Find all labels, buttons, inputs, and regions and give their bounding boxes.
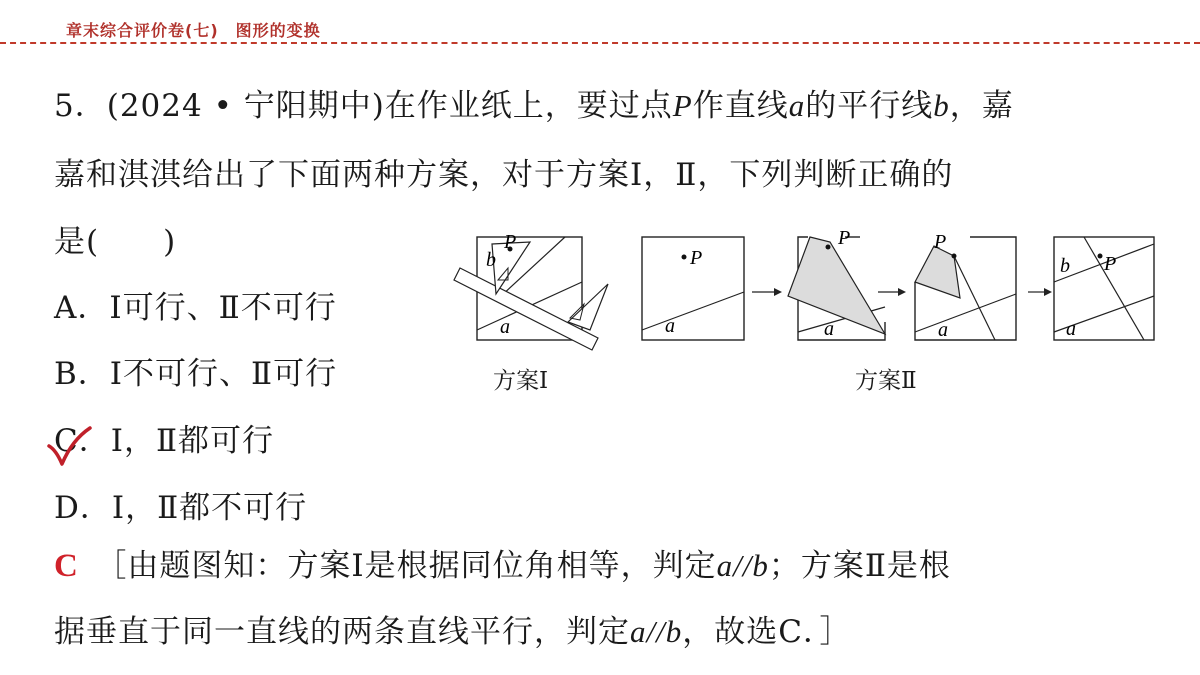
option-b: B．Ⅰ不可行、Ⅱ可行 [54, 356, 338, 392]
plan-1-label-a: a [500, 316, 510, 338]
plan-1-label-b: b [486, 249, 496, 271]
plan-2-step-3-label-a: a [938, 319, 948, 341]
question-line-3: 是( ) [54, 224, 177, 260]
option-d: D．Ⅰ，Ⅱ都不可行 [54, 490, 308, 526]
check-mark-icon [46, 424, 92, 468]
question-line-1: 5．(2024 • 宁阳期中)在作业纸上，要过点P作直线a的平行线b，嘉 [54, 88, 1014, 124]
plan-2-step-2-label-p: P [838, 227, 851, 249]
plan-2-step-4 [1054, 237, 1154, 340]
plan-2-step-3-label-p: P [934, 231, 947, 253]
answer-line-1: C ［由题图知：方案Ⅰ是根据同位角相等，判定a//b；方案Ⅱ是根 [54, 548, 951, 584]
plan-2-step-3 [915, 231, 1016, 341]
plan-2-step-4-label-a: a [1066, 318, 1076, 340]
figure-diagrams [440, 222, 1180, 362]
question-line-2: 嘉和淇淇给出了下面两种方案，对于方案Ⅰ，Ⅱ，下列判断正确的 [54, 157, 954, 193]
caption-plan-2: 方案Ⅱ [855, 368, 917, 394]
plan-1-label-p: P [504, 231, 517, 253]
folded-flap [788, 237, 885, 334]
point-p: P [672, 88, 693, 123]
line-b: b [933, 88, 950, 123]
arrow-icon [878, 288, 906, 296]
plan-2-step-4-label-p: P [1104, 253, 1117, 275]
page-header [0, 0, 1200, 44]
arrow-icon [752, 288, 782, 296]
header-title: 章末综合评价卷(七) 图形的变换 [66, 21, 321, 40]
plan-2-step-1 [642, 237, 744, 340]
arrow-icon [1028, 288, 1052, 296]
caption-plan-1: 方案Ⅰ [493, 368, 549, 394]
plan-2-step-2-label-a: a [824, 318, 834, 340]
answer-letter: C [54, 548, 79, 584]
line-a: a [788, 88, 806, 123]
plan-1-figure [454, 231, 608, 350]
figures-area [440, 222, 1180, 402]
answer-line-2: 据垂直于同一直线的两条直线平行，判定a//b，故选C．］ [54, 614, 852, 650]
plan-2-step-2 [788, 227, 885, 340]
plan-2-step-1-label-p: P [690, 247, 703, 269]
header-dashed-rule [0, 42, 1200, 44]
option-c: C．Ⅰ，Ⅱ都可行 [54, 423, 275, 459]
option-a: A．Ⅰ可行、Ⅱ不可行 [54, 290, 337, 326]
plan-2-step-1-label-a: a [665, 315, 675, 337]
plan-2-step-4-label-b: b [1060, 255, 1070, 277]
